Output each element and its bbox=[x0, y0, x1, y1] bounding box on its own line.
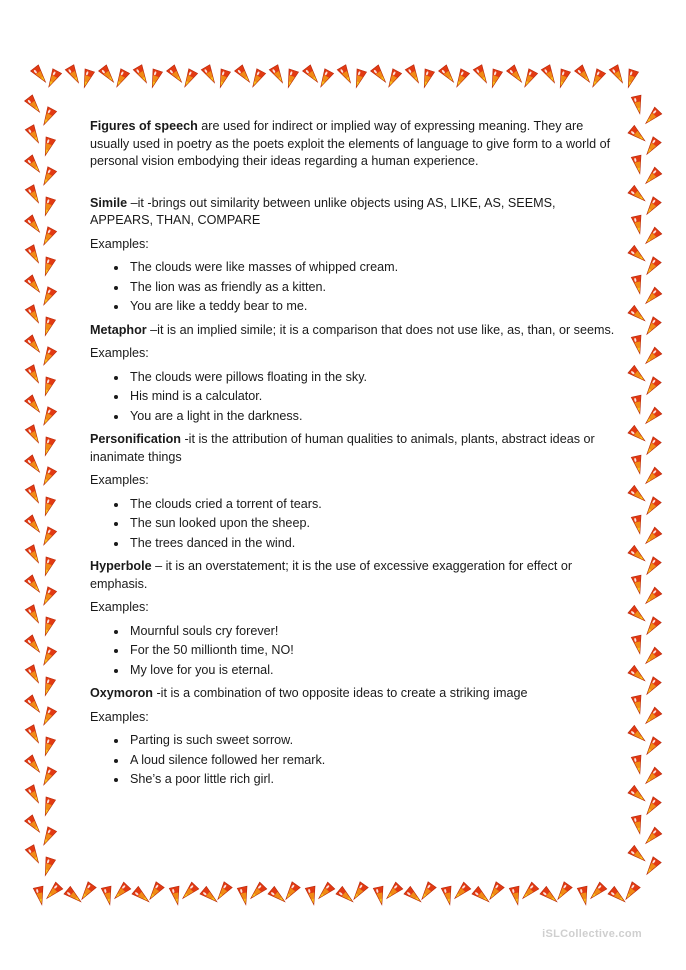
candy-corn-icon bbox=[631, 515, 645, 535]
term-simile: Simile bbox=[90, 195, 128, 210]
candy-corn-icon bbox=[39, 587, 56, 608]
candy-corn-icon bbox=[25, 695, 44, 715]
intro-term: Figures of speech bbox=[90, 119, 198, 133]
candy-corn-icon bbox=[40, 377, 55, 397]
candy-corn-icon bbox=[628, 545, 648, 564]
candy-corn-icon bbox=[643, 497, 662, 517]
candy-corn-icon bbox=[180, 69, 197, 90]
candy-corn-icon bbox=[631, 395, 645, 415]
candy-corn-icon bbox=[519, 882, 539, 902]
candy-corn-icon bbox=[25, 605, 43, 626]
candy-corn-icon bbox=[642, 287, 662, 307]
candy-corn-icon bbox=[419, 69, 434, 89]
example-item: • His mind is a calculator. bbox=[128, 388, 620, 406]
candy-corn-icon bbox=[631, 575, 645, 595]
candy-corn-icon bbox=[439, 65, 458, 85]
example-item: • The clouds cried a torrent of tears. bbox=[128, 496, 620, 514]
candy-corn-icon bbox=[215, 69, 230, 89]
example-item: • The sun looked upon the sheep. bbox=[128, 515, 620, 533]
candy-corn-icon bbox=[628, 725, 648, 744]
candy-corn-icon bbox=[622, 882, 641, 902]
candy-corn-icon bbox=[631, 155, 645, 175]
candy-corn-icon bbox=[268, 886, 288, 905]
candy-corn-icon bbox=[316, 69, 333, 90]
candy-corn-icon bbox=[179, 882, 199, 902]
section-simile bbox=[90, 195, 620, 316]
example-item: • A loud silence followed her remark. bbox=[128, 752, 620, 770]
candy-corn-icon bbox=[643, 317, 662, 337]
example-item: • Parting is such sweet sorrow. bbox=[128, 732, 620, 750]
term-metaphor: Metaphor bbox=[90, 322, 147, 337]
definition-text: – it is an overstatement; it is the use of excessive exaggeration for effect or emphasis. bbox=[90, 559, 573, 591]
candy-corn-icon bbox=[40, 437, 55, 457]
candy-corn-icon bbox=[642, 827, 662, 847]
candy-corn-icon bbox=[25, 785, 43, 806]
candy-corn-icon bbox=[643, 557, 662, 577]
candy-corn-icon bbox=[305, 886, 319, 906]
candy-corn-icon bbox=[642, 647, 662, 667]
candy-corn-icon bbox=[631, 455, 645, 475]
candy-corn-icon bbox=[587, 882, 607, 902]
candy-corn-icon bbox=[315, 882, 335, 902]
example-item: • The trees danced in the wind. bbox=[128, 535, 620, 553]
candy-corn-icon bbox=[631, 755, 645, 775]
candy-corn-icon bbox=[25, 245, 43, 266]
candy-corn-icon bbox=[441, 886, 455, 906]
candy-corn-icon bbox=[25, 725, 43, 746]
candy-corn-icon bbox=[520, 69, 537, 90]
candy-corn-icon bbox=[146, 882, 165, 902]
candy-corn-icon bbox=[39, 707, 56, 728]
watermark: iSLCollective.com bbox=[542, 928, 642, 940]
examples-list bbox=[90, 259, 620, 316]
candy-corn-icon bbox=[40, 677, 55, 697]
candy-corn-icon bbox=[628, 785, 648, 804]
candy-corn-icon bbox=[25, 305, 43, 326]
candy-corn-icon bbox=[631, 695, 645, 715]
candy-corn-icon bbox=[40, 557, 55, 577]
candy-corn-icon bbox=[628, 845, 648, 864]
candy-corn-icon bbox=[643, 737, 662, 757]
candy-corn-icon bbox=[642, 227, 662, 247]
section-personification bbox=[90, 431, 620, 552]
examples-label: Examples: bbox=[90, 473, 149, 487]
examples-list bbox=[90, 496, 620, 553]
definition-oxymoron bbox=[90, 685, 620, 703]
candy-corn-icon bbox=[540, 886, 560, 905]
candy-corn-icon bbox=[643, 197, 662, 217]
candy-corn-icon bbox=[78, 882, 97, 902]
candy-corn-icon bbox=[623, 69, 638, 89]
candy-corn-icon bbox=[25, 395, 44, 415]
candy-corn-icon bbox=[99, 65, 118, 85]
candy-corn-icon bbox=[25, 545, 43, 566]
candy-corn-icon bbox=[101, 886, 115, 906]
candy-corn-icon bbox=[25, 215, 44, 235]
candy-corn-icon bbox=[283, 69, 298, 89]
examples-label: Examples: bbox=[90, 236, 149, 251]
candy-corn-icon bbox=[25, 125, 43, 146]
example-item: • My love for you is eternal. bbox=[128, 662, 620, 680]
candy-corn-icon bbox=[487, 69, 502, 89]
candy-corn-icon bbox=[248, 69, 265, 90]
candy-corn-icon bbox=[235, 65, 254, 85]
term-hyperbole: Hyperbole bbox=[90, 559, 152, 573]
example-item: • She’s a poor little rich girl. bbox=[128, 771, 620, 789]
candy-corn-icon bbox=[33, 886, 47, 906]
section-hyperbole bbox=[90, 558, 620, 679]
candy-corn-icon bbox=[25, 485, 43, 506]
examples-label: Examples: bbox=[90, 600, 149, 614]
candy-corn-icon bbox=[384, 69, 401, 90]
definition-hyperbole bbox=[90, 558, 620, 593]
example-item: • The lion was as friendly as a kitten. bbox=[128, 279, 620, 297]
candy-corn-icon bbox=[486, 882, 505, 902]
candy-corn-icon bbox=[577, 886, 591, 906]
candy-corn-icon bbox=[642, 467, 662, 487]
candy-corn-icon bbox=[608, 886, 628, 905]
candy-corn-icon bbox=[40, 257, 55, 277]
candy-corn-icon bbox=[609, 65, 627, 86]
candy-corn-icon bbox=[418, 882, 437, 902]
candy-corn-icon bbox=[39, 107, 56, 128]
definition-text: –it is an implied simile; it is a comparison that does not use like, as, than, or seems. bbox=[146, 322, 615, 337]
candy-corn-icon bbox=[247, 882, 267, 902]
candy-corn-icon bbox=[643, 257, 662, 277]
candy-corn-icon bbox=[25, 425, 43, 446]
candy-corn-icon bbox=[451, 882, 471, 902]
candy-corn-icon bbox=[43, 882, 63, 902]
candy-corn-icon bbox=[40, 137, 55, 157]
definition-text: -it is a combination of two opposite ideas to create a striking image bbox=[152, 686, 528, 700]
example-item: • You are a light in the darkness. bbox=[128, 408, 620, 426]
candy-corn-icon bbox=[25, 455, 44, 475]
candy-corn-icon bbox=[39, 407, 56, 428]
candy-corn-icon bbox=[643, 377, 662, 397]
intro-paragraph bbox=[90, 118, 620, 171]
candy-corn-icon bbox=[39, 347, 56, 368]
candy-corn-icon bbox=[642, 587, 662, 607]
example-item: • The clouds were pillows floating in the sky. bbox=[128, 369, 620, 387]
candy-corn-icon bbox=[642, 527, 662, 547]
candy-corn-icon bbox=[200, 886, 220, 905]
candy-corn-icon bbox=[64, 886, 84, 905]
example-item: • The clouds were like masses of whipped cream. bbox=[128, 259, 620, 277]
candy-corn-icon bbox=[642, 347, 662, 367]
example-item: • You are like a teddy bear to me. bbox=[128, 298, 620, 316]
candy-corn-icon bbox=[39, 287, 56, 308]
candy-corn-icon bbox=[25, 515, 44, 535]
candy-corn-icon bbox=[40, 317, 55, 337]
candy-corn-icon bbox=[39, 167, 56, 188]
candy-corn-icon bbox=[642, 707, 662, 727]
candy-corn-icon bbox=[642, 767, 662, 787]
candy-corn-icon bbox=[628, 425, 648, 444]
candy-corn-icon bbox=[507, 65, 526, 85]
candy-corn-icon bbox=[133, 65, 151, 86]
candy-corn-icon bbox=[269, 65, 287, 86]
candy-corn-icon bbox=[643, 437, 662, 457]
candy-corn-icon bbox=[31, 65, 50, 85]
candy-corn-icon bbox=[44, 69, 61, 90]
section-metaphor bbox=[90, 322, 620, 426]
candy-corn-icon bbox=[25, 185, 43, 206]
candy-corn-icon bbox=[628, 125, 648, 144]
candy-corn-icon bbox=[631, 635, 645, 655]
candy-corn-icon bbox=[25, 755, 44, 775]
definition-personification bbox=[90, 431, 620, 466]
candy-corn-icon bbox=[111, 882, 131, 902]
examples-list bbox=[90, 732, 620, 789]
candy-corn-icon bbox=[631, 95, 645, 115]
candy-corn-icon bbox=[631, 815, 645, 835]
candy-corn-icon bbox=[40, 797, 55, 817]
section-oxymoron bbox=[90, 685, 620, 789]
candy-corn-icon bbox=[509, 886, 523, 906]
candy-corn-icon bbox=[554, 882, 573, 902]
candy-corn-icon bbox=[25, 845, 43, 866]
candy-corn-icon bbox=[405, 65, 423, 86]
candy-corn-icon bbox=[39, 767, 56, 788]
candy-corn-icon bbox=[642, 407, 662, 427]
candy-corn-icon bbox=[25, 815, 44, 835]
candy-corn-icon bbox=[303, 65, 322, 85]
candy-corn-icon bbox=[237, 886, 251, 906]
candy-corn-icon bbox=[371, 65, 390, 85]
candy-corn-icon bbox=[169, 886, 183, 906]
candy-corn-icon bbox=[628, 665, 648, 684]
candy-corn-icon bbox=[167, 65, 186, 85]
candy-corn-icon bbox=[40, 857, 55, 877]
candy-corn-icon bbox=[337, 65, 355, 86]
candy-corn-icon bbox=[452, 69, 469, 90]
candy-corn-icon bbox=[642, 167, 662, 187]
examples-label: Examples: bbox=[90, 346, 149, 360]
candy-corn-icon bbox=[350, 882, 369, 902]
candy-corn-icon bbox=[112, 69, 129, 90]
candy-corn-icon bbox=[541, 65, 559, 86]
definition-simile bbox=[90, 195, 620, 230]
candy-corn-icon bbox=[643, 797, 662, 817]
candy-corn-icon bbox=[628, 245, 648, 264]
candy-corn-icon bbox=[25, 635, 44, 655]
candy-corn-icon bbox=[631, 335, 645, 355]
candy-corn-icon bbox=[65, 65, 83, 86]
candy-corn-icon bbox=[643, 137, 662, 157]
candy-corn-icon bbox=[25, 365, 43, 386]
candy-corn-icon bbox=[147, 69, 162, 89]
candy-corn-icon bbox=[473, 65, 491, 86]
candy-corn-icon bbox=[39, 227, 56, 248]
candy-corn-icon bbox=[39, 467, 56, 488]
candy-corn-icon bbox=[40, 617, 55, 637]
candy-corn-icon bbox=[472, 886, 492, 905]
candy-corn-icon bbox=[404, 886, 424, 905]
candy-corn-icon bbox=[351, 69, 366, 89]
examples-list bbox=[90, 623, 620, 680]
candy-corn-icon bbox=[631, 215, 645, 235]
candy-corn-icon bbox=[373, 886, 387, 906]
candy-corn-icon bbox=[25, 665, 43, 686]
candy-corn-icon bbox=[25, 275, 44, 295]
candy-corn-icon bbox=[40, 197, 55, 217]
definition-metaphor bbox=[90, 322, 620, 340]
candy-corn-icon bbox=[628, 485, 648, 504]
candy-corn-icon bbox=[39, 827, 56, 848]
candy-corn-icon bbox=[201, 65, 219, 86]
candy-corn-icon bbox=[79, 69, 94, 89]
candy-corn-icon bbox=[628, 185, 648, 204]
candy-corn-icon bbox=[40, 737, 55, 757]
example-item: • Mournful souls cry forever! bbox=[128, 623, 620, 641]
candy-corn-icon bbox=[628, 605, 648, 624]
worksheet-content bbox=[90, 118, 620, 795]
candy-corn-icon bbox=[642, 107, 662, 127]
example-item: • For the 50 millionth time, NO! bbox=[128, 642, 620, 660]
candy-corn-icon bbox=[643, 617, 662, 637]
candy-corn-icon bbox=[383, 882, 403, 902]
candy-corn-icon bbox=[588, 69, 605, 90]
candy-corn-icon bbox=[643, 677, 662, 697]
examples-label: Examples: bbox=[90, 709, 149, 724]
term-personification: Personification bbox=[90, 432, 181, 446]
examples-list bbox=[90, 369, 620, 426]
definition-text: –it -brings out similarity between unlike objects using AS, LIKE, AS, SEEMS, APPEARS, THAN, COMPARE bbox=[90, 195, 556, 227]
candy-corn-icon bbox=[40, 497, 55, 517]
intro-text: are used for indirect or implied way of expressing meaning. They are usually used in poetry as the poets exploit the elements of language to give form to a world of personal vision embodying their ideas regarding a human experience. bbox=[90, 119, 611, 168]
candy-corn-icon bbox=[628, 365, 648, 384]
candy-corn-icon bbox=[628, 305, 648, 324]
term-oxymoron: Oxymoron bbox=[90, 686, 153, 700]
candy-corn-icon bbox=[555, 69, 570, 89]
candy-corn-icon bbox=[25, 95, 44, 115]
candy-corn-icon bbox=[39, 527, 56, 548]
candy-corn-icon bbox=[282, 882, 301, 902]
candy-corn-icon bbox=[25, 155, 44, 175]
candy-corn-icon bbox=[25, 575, 44, 595]
candy-corn-icon bbox=[336, 886, 356, 905]
definition-text: -it is the attribution of human qualities to animals, plants, abstract ideas or inanimate things bbox=[90, 432, 595, 464]
candy-corn-icon bbox=[132, 886, 152, 905]
candy-corn-icon bbox=[643, 857, 662, 877]
candy-corn-icon bbox=[631, 275, 645, 295]
candy-corn-icon bbox=[25, 335, 44, 355]
candy-corn-icon bbox=[575, 65, 594, 85]
candy-corn-icon bbox=[214, 882, 233, 902]
candy-corn-icon bbox=[39, 647, 56, 668]
